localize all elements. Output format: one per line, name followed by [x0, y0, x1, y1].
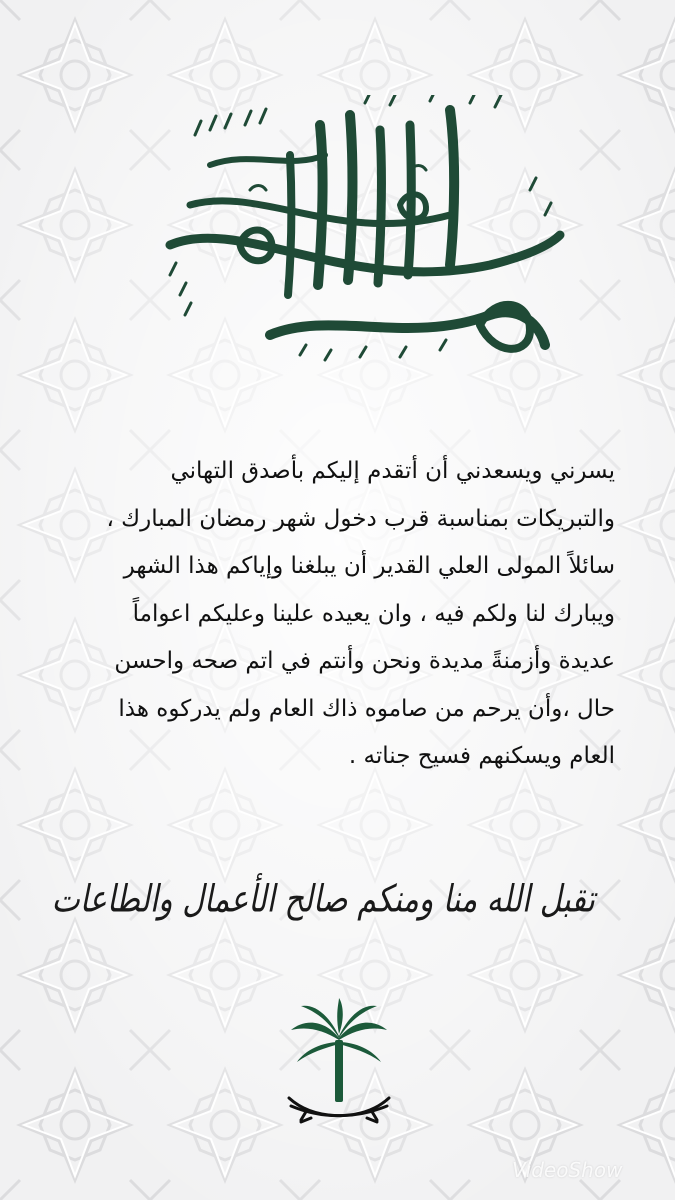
title-calligraphy-text: مبارك عليكم الشهر — [355, 285, 365, 286]
greeting-line: يسرني ويسعدني أن أتقدم إليكم بأصدق التهاني — [170, 458, 615, 484]
watermark-text: VideoShow — [512, 1158, 623, 1182]
greeting-line: العام ويسكنهم فسيح جناته . — [348, 743, 615, 769]
palm-and-swords-emblem-icon — [283, 998, 395, 1143]
title-calligraphy — [150, 95, 570, 375]
greeting-line: والتبريكات بمناسبة قرب دخول شهر رمضان المبارك ، — [106, 505, 615, 532]
greeting-line: ويبارك لنا ولكم فيه ، وان يعيده علينا وعليكم اعواماً — [132, 600, 615, 627]
greeting-message — [70, 448, 615, 781]
prayer-calligraphy-text: تقبل الله منا ومنكم صالح الأعمال والطاعات — [51, 877, 595, 922]
prayer-calligraphy — [51, 860, 595, 940]
title-calligraphy-art — [150, 95, 570, 375]
greeting-line: سائلاً المولى العلي القدير أن يبلغنا وإياكم هذا الشهر — [123, 553, 615, 579]
greeting-line: عديدة وأزمنةً مديدة ونحن وأنتم في اتم صحه واحسن — [114, 648, 615, 674]
greeting-line: حال ،وأن يرحم من صاموه ذاك العام ولم يدركوه هذا — [118, 695, 615, 722]
